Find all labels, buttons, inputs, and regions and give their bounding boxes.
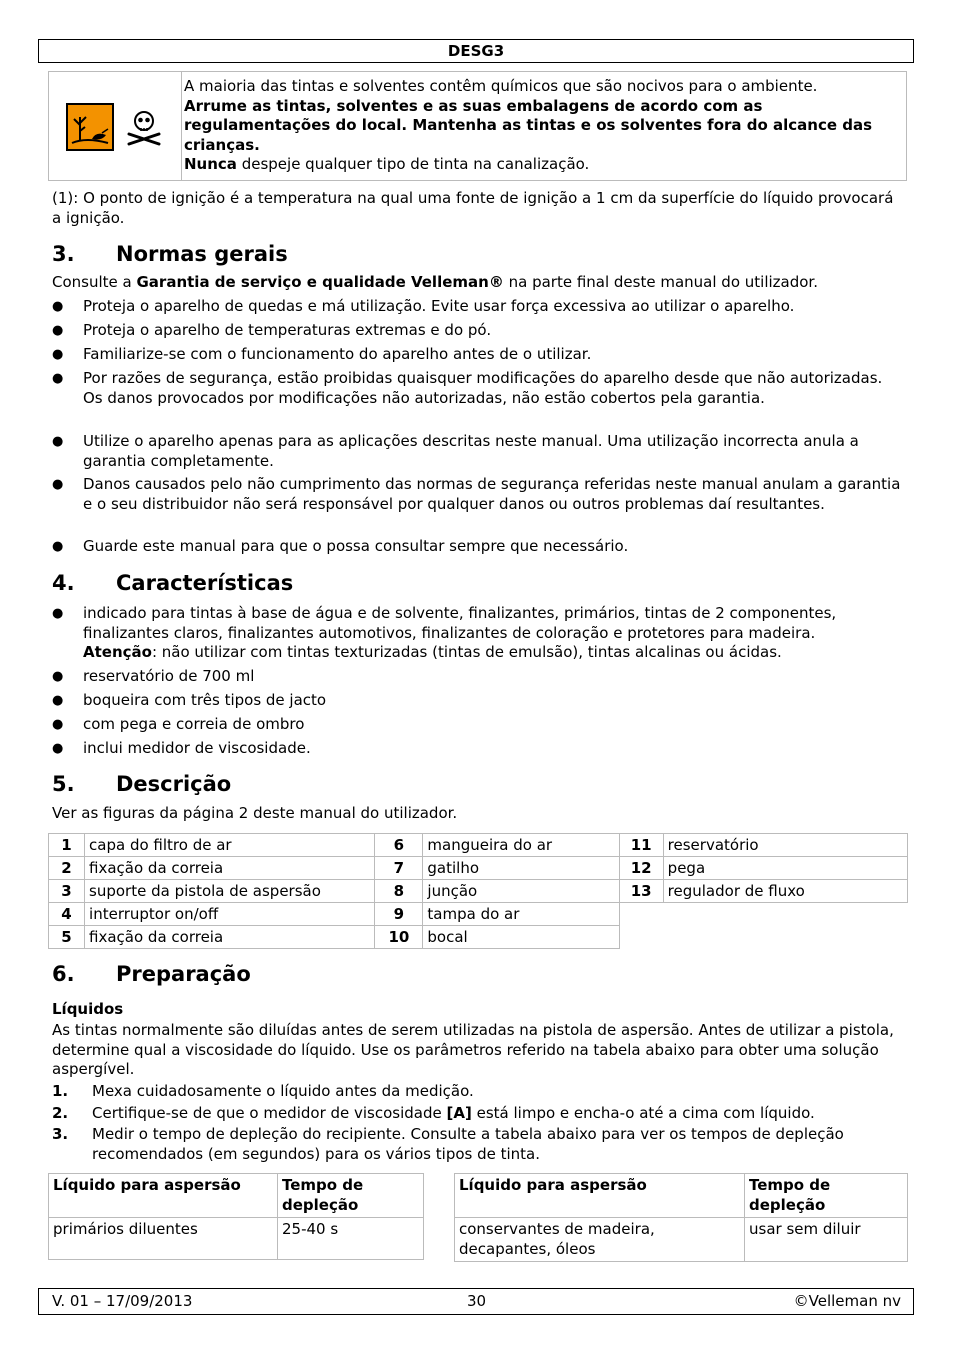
environment-hazard-icon [66,103,114,151]
warning-bold-instructions: Arrume as tintas, solventes e as suas embalagens de acordo com as regulamentações do local. Mantenha as tintas e os solventes fora do alcance das crianças. [184,96,873,154]
attention-label: Atenção [83,643,152,661]
step-item: 3. Medir o tempo de depleção do recipiente. Consulte a tabela abaixo para ver os tempos de depleção recomendados (em segundos) para os vários tipos de tinta. [52,1125,844,1163]
liquids-subtitle: Líquidos [52,1000,124,1018]
section-6-intro: As tintas normalmente são diluídas antes de serem utilizadas na pistola de aspersão. Antes de utilizar a pistola, determine qual a viscosidade do líquido. Use os parâmetros referido na tabela abaixo para obter uma solução aspergível. [52,1021,894,1078]
step-item: 1. Mexa cuidadosamente o líquido antes da medição. [52,1082,474,1100]
list-item: ● Proteja o aparelho de temperaturas extremas e do pó. [52,321,492,339]
table-row: conservantes de madeira, decapantes, óleos usar sem diluir [455,1218,908,1262]
table-row: 2 fixação da correia 7 gatilho 12 pega [49,857,908,880]
version-date: V. 01 – 17/09/2013 [52,1292,193,1310]
flashpoint-footnote: (1): O ponto de ignição é a temperatura na qual uma fonte de ignição a 1 cm da superfície do líquido provocará a ignição. [52,189,894,227]
parts-table [48,833,908,949]
list-item: ● inclui medidor de viscosidade. [52,739,311,757]
list-item: ● Por razões de segurança, estão proibidas quaisquer modificações do aparelho desde que não autorizadas. Os danos provocados por modificações não autorizadas, não estão cobertos pela garantia. [52,369,883,407]
never-label: Nunca [184,155,237,173]
step-item: 2. Certifique-se de que o medidor de viscosidade [A] está limpo e encha-o até a cima com líquido. [52,1104,815,1122]
page-number: 30 [467,1292,487,1310]
toxic-skull-icon [123,106,165,148]
section-3-heading: 3. Normas gerais [52,242,288,266]
section-5-intro: Ver as figuras da página 2 deste manual do utilizador. [52,804,458,822]
list-item: ● Guarde este manual para que o possa consultar sempre que necessário. [52,537,629,555]
copyright: ©Velleman nv [793,1292,901,1310]
page-footer [38,1288,914,1315]
page-header [38,39,914,63]
list-item: ● indicado para tintas à base de água e de solvente, finalizantes, primários, tintas de 2 componentes, finalizantes claros, finalizantes automotivos, finalizantes de coloração e protetores para madeira. Atenção: não utilizar com tintas texturizadas (tintas de emulsão), tintas alcalinas ou ácidas. [52,604,837,661]
warning-text [184,77,899,175]
table-row: primários diluentes 25-40 s [49,1218,424,1260]
viscosity-table-left [48,1173,424,1260]
table-row: 3 suporte da pistola de aspersão 8 junção 13 regulador de fluxo [49,880,908,903]
table-row: Líquido para aspersão Tempo de depleção [455,1174,908,1218]
list-item: ● Danos causados pelo não cumprimento das normas de segurança referidas neste manual anulam a garantia e o seu distribuidor não será responsável por qualquer danos ou outros problemas daí resultantes. [52,475,901,513]
environment-warning-box [48,71,907,181]
table-row: 1 capa do filtro de ar 6 mangueira do ar 11 reservatório [49,834,908,857]
table-row: 5 fixação da correia 10 bocal [49,926,908,949]
section-5-heading: 5. Descrição [52,772,232,796]
list-item: ● reservatório de 700 ml [52,667,255,685]
section-6-heading: 6. Preparação [52,962,251,986]
warning-never-line [184,155,899,175]
table-row: Líquido para aspersão Tempo de depleção [49,1174,424,1218]
hazard-icons [49,72,182,180]
list-item: ● boqueira com três tipos de jacto [52,691,327,709]
never-text: despeje qualquer tipo de tinta na canalização. [236,155,590,173]
section-4-heading: 4. Características [52,571,294,595]
list-item: ● Utilize o aparelho apenas para as aplicações descritas neste manual. Uma utilização incorrecta anula a garantia completamente. [52,432,859,470]
table-row: 4 interruptor on/off 9 tampa do ar [49,903,908,926]
model-name: DESG3 [447,42,505,60]
list-item: ● Proteja o aparelho de quedas e má utilização. Evite usar força excessiva ao utilizar o aparelho. [52,297,795,315]
warning-line-1: A maioria das tintas e solventes contêm químicos que são nocivos para o ambiente. [184,77,818,95]
section-3-intro: Consulte a Garantia de serviço e qualidade Velleman® na parte final deste manual do utilizador. [52,273,818,291]
viscosity-table-right [454,1173,908,1262]
list-item: ● Familiarize-se com o funcionamento do aparelho antes de o utilizar. [52,345,592,363]
list-item: ● com pega e correia de ombro [52,715,305,733]
